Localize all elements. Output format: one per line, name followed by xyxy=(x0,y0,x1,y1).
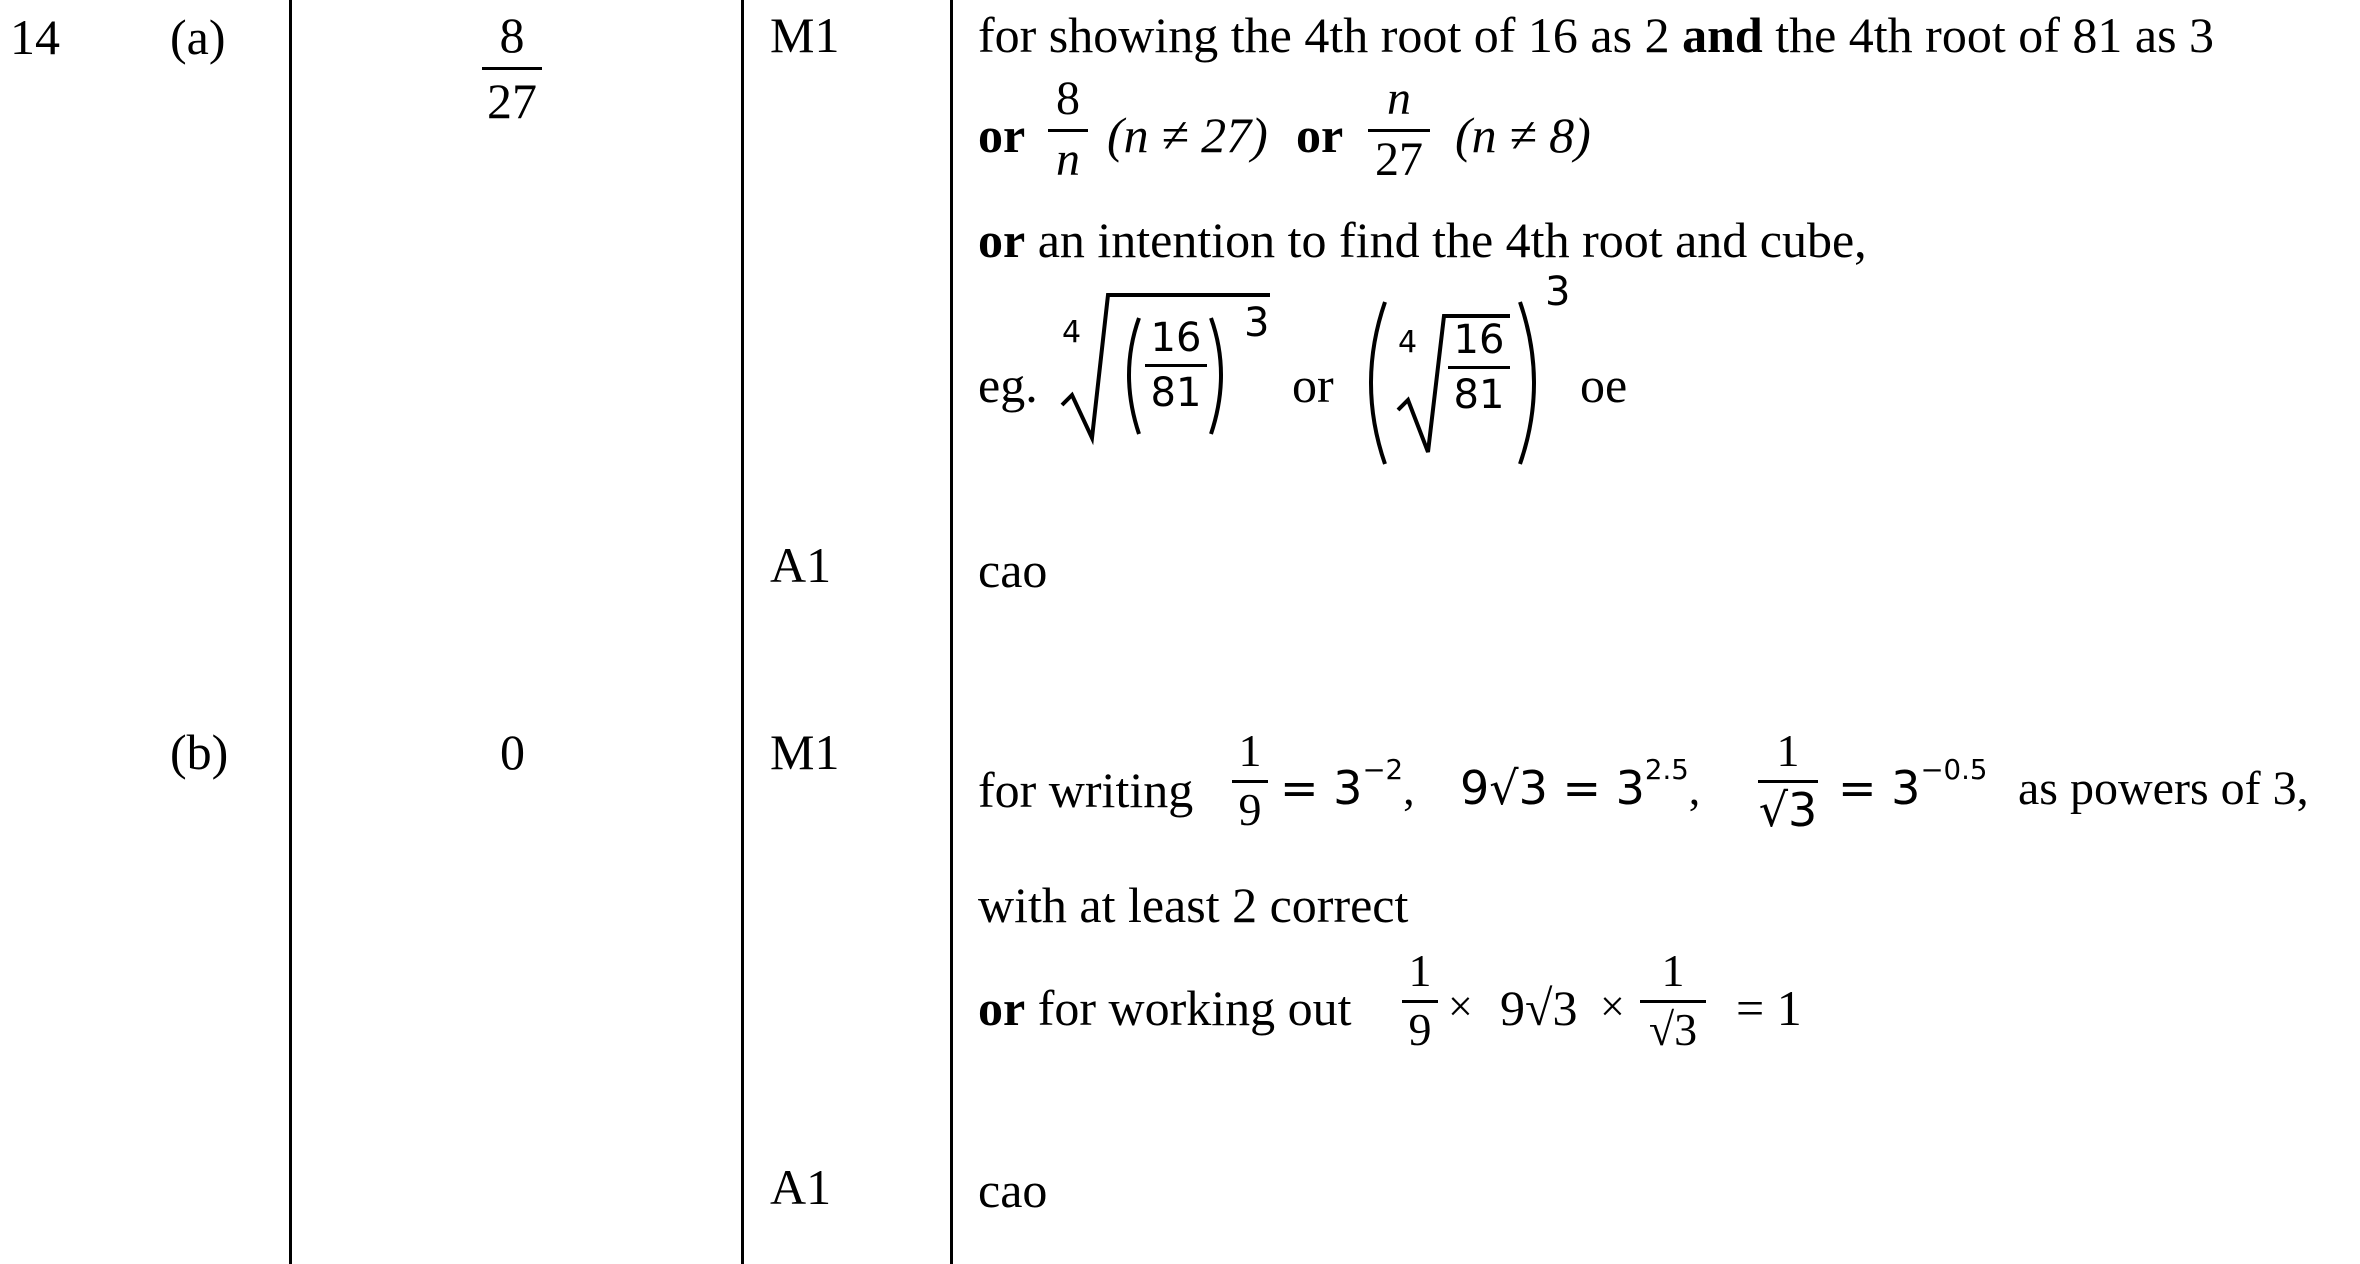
frac-16-over-81-a xyxy=(1145,315,1207,416)
equals-one: = 1 xyxy=(1736,980,1802,1036)
notes-a-or-2: or xyxy=(1296,107,1344,163)
for-working-out: for working out xyxy=(1025,980,1352,1036)
frac-numerator: 8 xyxy=(1056,72,1080,125)
notes-a-oe: oe xyxy=(1580,357,1628,413)
fraction-bar xyxy=(1048,129,1088,132)
exponent: −0.5 xyxy=(1920,753,1988,787)
answer-a-denominator: 27 xyxy=(487,73,537,129)
right-paren-big xyxy=(1512,298,1552,468)
frac-denominator: √3 xyxy=(1758,783,1818,837)
notes-a-line1-bold: and xyxy=(1682,7,1763,63)
notes-b-cao: cao xyxy=(978,1162,1048,1218)
notes-b-for-writing: for writing xyxy=(978,762,1194,818)
frac-denominator: 9 xyxy=(1238,784,1262,835)
root-index-2: 4 xyxy=(1398,325,1418,360)
part-b-label: (b) xyxy=(170,724,229,780)
power-3-b: 3 xyxy=(1545,269,1571,315)
frac-numerator: 16 xyxy=(1453,317,1505,363)
exponent: 2.5 xyxy=(1644,753,1689,787)
notes-a-condition-1: (n ≠ 27) xyxy=(1107,107,1268,163)
notes-a-mid-or: or xyxy=(1292,357,1334,413)
notes-b-power-neg05 xyxy=(1838,753,1988,815)
nine-root3: 9√3 xyxy=(1500,980,1578,1036)
notes-a-eg: eg. xyxy=(978,357,1038,413)
frac-numerator: 1 xyxy=(1661,945,1685,996)
notes-a-condition-2: (n ≠ 8) xyxy=(1455,107,1591,163)
fraction-bar xyxy=(1402,1000,1438,1003)
answer-a-fraction xyxy=(482,7,542,129)
comma: , xyxy=(1403,763,1415,814)
left-paren-big xyxy=(1355,298,1395,468)
times-sign-2: × xyxy=(1600,982,1625,1031)
notes-a-line1-post: the 4th root of 81 as 3 xyxy=(1762,7,2215,63)
frac-denominator: 9 xyxy=(1408,1004,1432,1055)
equals-three: = 3 xyxy=(1838,761,1921,815)
frac-denominator: √3 xyxy=(1648,1004,1698,1055)
notes-a-or-1: or xyxy=(978,107,1026,163)
fraction-bar xyxy=(1368,129,1430,132)
notes-a-or-3: or xyxy=(978,212,1026,268)
right-paren-1 xyxy=(1205,316,1235,436)
notes-a-line1 xyxy=(978,7,2215,63)
fraction-bar xyxy=(482,67,542,70)
question-number: 14 xyxy=(10,9,60,65)
frac-1-over-root3 xyxy=(1758,725,1818,837)
notes-b-as-powers: as powers of 3, xyxy=(2018,762,2309,815)
notes-b-line2: with at least 2 correct xyxy=(978,877,1409,933)
notes-a-frac-8-over-n xyxy=(1048,72,1088,186)
fraction-bar xyxy=(1640,1000,1706,1003)
frac-numerator: 1 xyxy=(1408,945,1432,996)
fraction-bar xyxy=(1448,366,1510,369)
equals-three: = 3 xyxy=(1280,761,1363,815)
notes-b-working-out xyxy=(978,980,1352,1036)
or-bold: or xyxy=(978,980,1026,1036)
frac-denominator: 81 xyxy=(1453,372,1505,418)
frac-numerator: 1 xyxy=(1776,725,1800,776)
notes-a-line3 xyxy=(978,212,1867,268)
mark-a-accuracy: A1 xyxy=(770,537,832,593)
frac-numerator: n xyxy=(1387,72,1411,125)
mark-b-method: M1 xyxy=(770,724,840,780)
frac-denominator: 81 xyxy=(1150,370,1202,416)
frac-1-over-9-a xyxy=(1232,725,1268,835)
comma: , xyxy=(1688,763,1701,814)
notes-a-frac-n-over-27 xyxy=(1368,72,1430,186)
frac-numerator: 1 xyxy=(1238,725,1262,776)
part-a-label: (a) xyxy=(170,9,226,65)
root-index: 4 xyxy=(1062,315,1082,350)
frac-numerator: 16 xyxy=(1150,315,1202,361)
notes-a-cao: cao xyxy=(978,542,1048,598)
left-paren-1 xyxy=(1117,316,1147,436)
notes-a-line3-text: an intention to find the 4th root and cube, xyxy=(1025,212,1867,268)
fraction-bar xyxy=(1145,364,1207,367)
answer-b: 0 xyxy=(500,724,525,780)
column-divider-3 xyxy=(950,0,953,1264)
notes-a-line1-pre: for showing the 4th root of 16 as 2 xyxy=(978,7,1683,63)
frac-1-over-root3-b xyxy=(1640,945,1706,1055)
power-3-a: 3 xyxy=(1244,300,1270,346)
times-sign-1: × xyxy=(1448,982,1473,1031)
frac-16-over-81-b xyxy=(1448,317,1510,418)
frac-1-over-9-b xyxy=(1402,945,1438,1055)
fraction-bar xyxy=(1232,780,1268,783)
nine-root-three: 9√3 = 3 xyxy=(1460,761,1645,815)
notes-b-nine-root3 xyxy=(1460,753,1701,815)
notes-b-power-neg2 xyxy=(1280,753,1415,815)
exponent: −2 xyxy=(1362,753,1404,787)
frac-denominator: 27 xyxy=(1375,133,1423,186)
mark-b-accuracy: A1 xyxy=(770,1159,832,1215)
column-divider-1 xyxy=(289,0,292,1264)
mark-a-method: M1 xyxy=(770,7,840,63)
frac-denominator: n xyxy=(1056,133,1080,186)
column-divider-2 xyxy=(741,0,744,1264)
answer-a-numerator: 8 xyxy=(499,7,525,63)
